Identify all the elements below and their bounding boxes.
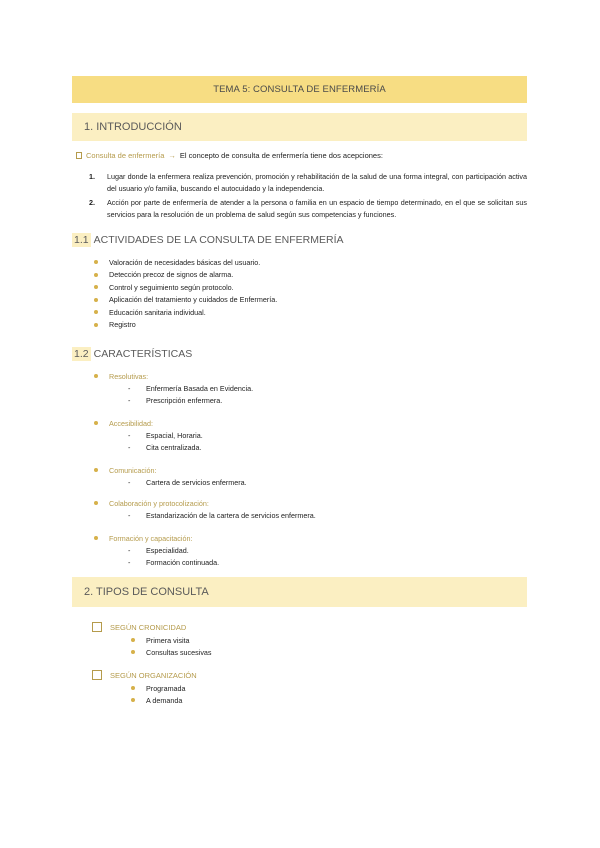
document-title: TEMA 5: CONSULTA DE ENFERMERÍA: [213, 84, 386, 95]
bullet-icon: [94, 260, 98, 264]
list-item: Valoración de necesidades básicas del usuario.: [94, 256, 277, 269]
caracteristica-group: Resolutivas: - Enfermería Basada en Evidencia. - Prescripción enfermera.: [94, 370, 253, 406]
bullet-icon: [94, 310, 98, 314]
document-title-band: [72, 76, 527, 103]
bullet-icon: [94, 468, 98, 472]
intro-definition: El concepto de consulta de enfermería tiene dos acepciones:: [179, 151, 383, 160]
list-item: Registro: [94, 319, 277, 332]
tipo-group: SEGÚN CRONICIDAD Primera visita Consultas sucesivas: [92, 620, 212, 658]
list-item: A demanda: [92, 694, 197, 706]
bullet-icon: [131, 686, 135, 690]
list-item: Educación sanitaria individual.: [94, 306, 277, 319]
bullet-icon: [131, 638, 135, 642]
bullet-icon: [94, 374, 98, 378]
list-item: - Espacial, Horaria.: [128, 430, 203, 440]
intro-term: Consulta de enfermería: [86, 151, 165, 160]
section-heading-tipos: 2. TIPOS DE CONSULTA: [72, 577, 527, 607]
bullet-icon: [131, 698, 135, 702]
bullet-icon: [94, 536, 98, 540]
caracteristica-group: Colaboración y protocolización: - Estandarización de la cartera de servicios enfermera.: [94, 497, 316, 521]
bullet-icon: [94, 273, 98, 277]
bullet-icon: [94, 323, 98, 327]
list-item: - Estandarización de la cartera de servicios enfermera.: [128, 510, 316, 520]
bullet-icon: [94, 501, 98, 505]
checkbox-icon: [76, 152, 82, 159]
actividades-list: [94, 256, 277, 331]
list-item: Control y seguimiento según protocolo.: [94, 281, 277, 294]
checkbox-icon: [92, 622, 102, 632]
bullet-icon: [94, 421, 98, 425]
list-item: Consultas sucesivas: [92, 646, 212, 658]
list-item: - Cita centralizada.: [128, 442, 202, 452]
caracteristica-group: Accesibilidad: - Espacial, Horaria. - Cita centralizada.: [94, 417, 203, 453]
list-item: - Formación continuada.: [128, 557, 220, 567]
list-item: - Enfermería Basada en Evidencia.: [128, 383, 254, 393]
list-item: Programada: [92, 682, 197, 694]
section-heading-introduccion: 1. INTRODUCCIÓN: [72, 113, 527, 141]
list-item: 2. Acción por parte de enfermería de atender a la persona o familia en un espacio de tiempo determinado, en el que se solicitan sus servicios para la resolución de un problema de salud según sus competencias y funciones.: [89, 198, 527, 219]
arrow-right-icon: →: [168, 151, 176, 160]
checkbox-icon: [92, 670, 102, 680]
bullet-icon: [131, 650, 135, 654]
section-heading-actividades: 1.1 ACTIVIDADES DE LA CONSULTA DE ENFERMERÍA: [74, 234, 344, 246]
list-item: Primera visita: [92, 634, 212, 646]
section-heading-caracteristicas: 1.2 CARACTERÍSTICAS: [74, 348, 193, 360]
list-item: - Prescripción enfermera.: [128, 395, 223, 405]
intro-definition-line: [76, 151, 383, 160]
list-item: - Cartera de servicios enfermera.: [128, 477, 247, 487]
bullet-icon: [94, 298, 98, 302]
caracteristica-group: Formación y capacitación: - Especialidad. - Formación continuada.: [94, 532, 219, 568]
caracteristica-group: Comunicación: - Cartera de servicios enfermera.: [94, 464, 247, 488]
list-item: Detección precoz de signos de alarma.: [94, 269, 277, 282]
list-item: Aplicación del tratamiento y cuidados de Enfermería.: [94, 294, 277, 307]
list-item: - Especialidad.: [128, 545, 189, 555]
tipo-group: SEGÚN ORGANIZACIÓN Programada A demanda: [92, 668, 197, 706]
list-item: 1. Lugar donde la enfermera realiza prevención, promoción y rehabilitación de la salud de una forma integral, con participación activa del usuario y/o familia, buscando el autocuidado y la independencia.: [89, 172, 527, 193]
bullet-icon: [94, 285, 98, 289]
